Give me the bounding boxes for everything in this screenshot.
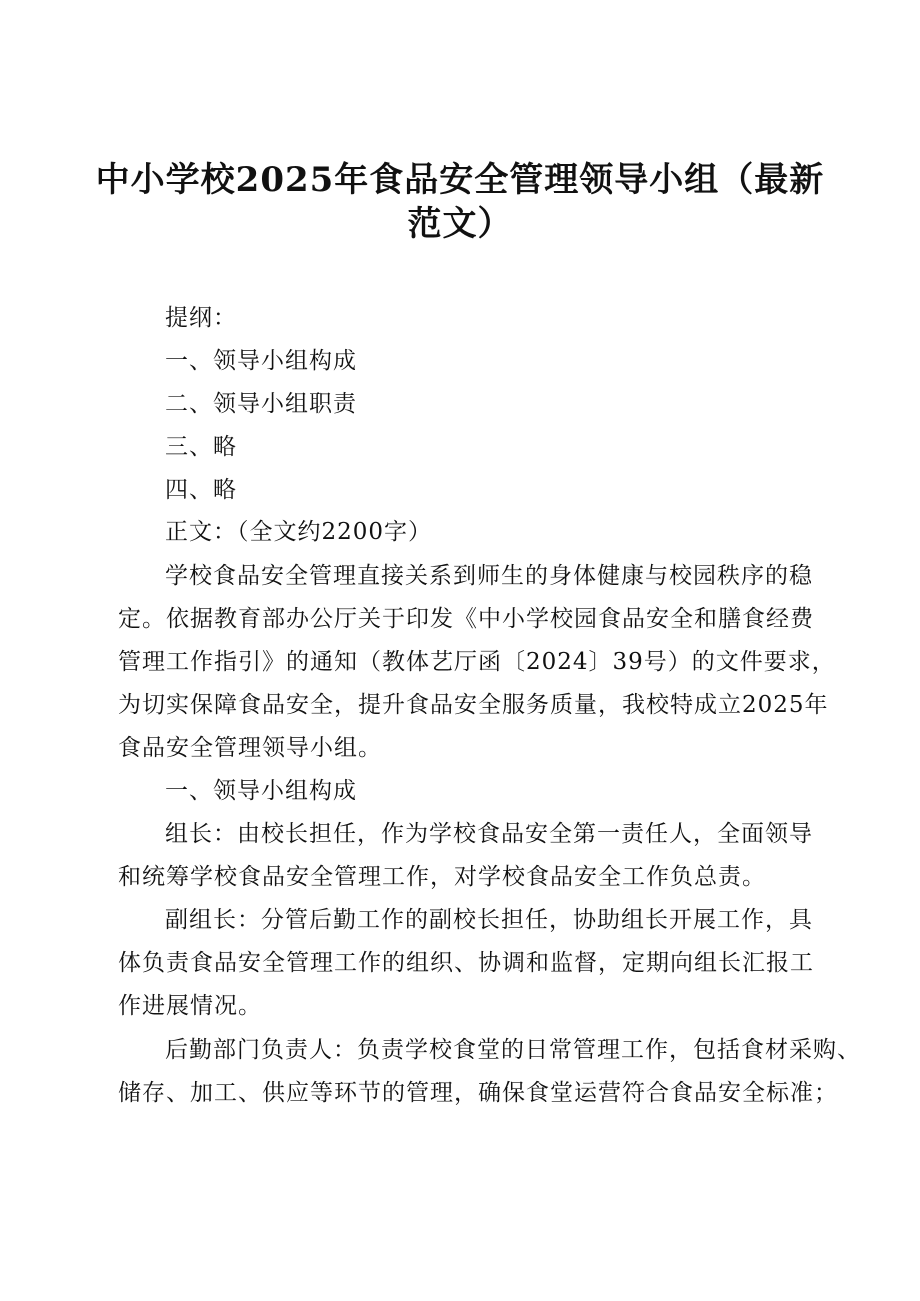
title-line-1: 中小学校2025年食品安全管理领导小组（最新 (95, 160, 825, 200)
deputy-line-3: 作进展情况。 (118, 993, 262, 1019)
section-1-heading: 一、领导小组构成 (165, 778, 357, 804)
paragraph-1-line-5: 食品安全管理领导小组。 (118, 735, 382, 761)
title-line-2: 范文） (407, 204, 513, 244)
document-title (80, 158, 840, 246)
deputy-line-1: 副组长：分管后勤工作的副校长担任，协助组长开展工作，具 (165, 907, 813, 933)
outline-heading: 提纲： (165, 305, 237, 331)
paragraph-1-line-1: 学校食品安全管理直接关系到师生的身体健康与校园秩序的稳 (165, 563, 813, 589)
outline-item-1: 一、领导小组构成 (165, 348, 357, 374)
leader-line-1: 组长：由校长担任，作为学校食品安全第一责任人，全面领导 (165, 821, 813, 847)
deputy-line-2: 体负责食品安全管理工作的组织、协调和监督，定期向组长汇报工 (118, 950, 814, 976)
logistics-line-2: 储存、加工、供应等环节的管理，确保食堂运营符合食品安全标准； (118, 1080, 838, 1106)
paragraph-1-line-2: 定。依据教育部办公厅关于印发《中小学校园食品安全和膳食经费 (118, 606, 814, 632)
outline-item-3: 三、略 (165, 434, 237, 460)
outline-item-4: 四、略 (165, 477, 237, 503)
logistics-line-1: 后勤部门负责人：负责学校食堂的日常管理工作，包括食材采购、 (165, 1037, 861, 1063)
paragraph-1-line-4: 为切实保障食品安全，提升食品安全服务质量，我校特成立2025年 (118, 692, 829, 718)
paragraph-1-line-3: 管理工作指引》的通知（教体艺厅函〔2024〕39号）的文件要求， (118, 649, 836, 675)
leader-line-2: 和统筹学校食品安全管理工作，对学校食品安全工作负总责。 (118, 864, 766, 890)
outline-item-2: 二、领导小组职责 (165, 391, 357, 417)
body-intro: 正文：（全文约2200字） (165, 519, 433, 545)
